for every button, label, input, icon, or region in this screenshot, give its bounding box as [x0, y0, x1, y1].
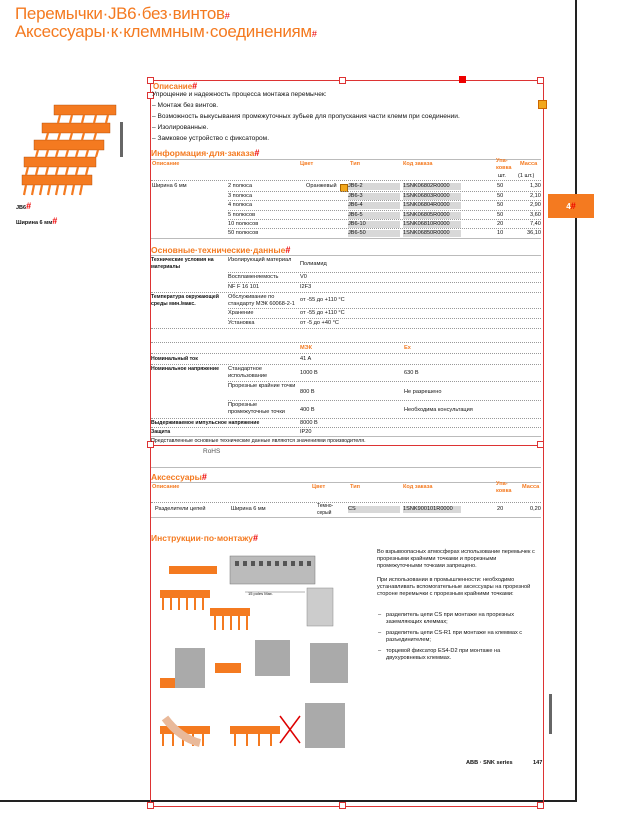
insul-val: Полиамид: [300, 261, 327, 267]
cut-mid-label: Прорезные промежуточные точки: [228, 402, 285, 415]
col-mass: Масса: [520, 161, 538, 167]
description-line-3: – Возможность выкусывания промежуточных зубьев для пропускания части клемм при соединении.: [152, 113, 460, 120]
env-label: Технические условия на материалы: [151, 257, 214, 270]
row-poles: 2 полюса: [228, 183, 253, 189]
install-bullet-3: торцевой фиксатор ES4-D2 при монтаже на двухуровневых клеммах.: [386, 648, 501, 661]
acc-col-mass: Масса: [522, 484, 540, 490]
description-line-5: – Замковое устройство с фиксатором.: [152, 135, 270, 142]
row-type: JB6-4: [348, 202, 400, 209]
acc-type: CS: [348, 506, 400, 513]
rohs-badge: RoHS: [203, 448, 221, 455]
description-line-1: Упрощение и надежность процесса монтажа перемычек:: [152, 91, 327, 98]
row-code: 1SNK06810R0000: [403, 221, 461, 228]
left-product-label: JB6#: [16, 201, 32, 211]
order-color: Оранжевый: [306, 183, 337, 189]
row-pack: 50: [497, 183, 504, 189]
acc-col-type: Тип: [350, 484, 361, 490]
bullet-dash: –: [378, 612, 382, 618]
acc-col-code: Код заказа: [403, 484, 433, 490]
row-type: JB6-2: [348, 183, 400, 190]
nf-label: NF F 16 101: [228, 284, 260, 290]
left-width-label: Ширина 6 мм#: [16, 216, 58, 226]
description-line-4: – Изолированные.: [152, 124, 209, 131]
row-mass: 7,40: [530, 221, 541, 227]
col-code: Код заказа: [403, 161, 433, 167]
install-bullet-2: разделитель цепи CS-R1 при монтаже на клеммах с разъединителем;: [386, 630, 523, 643]
tech-note: Представленные основные технические данные являются значениями производителя.: [151, 438, 366, 444]
row-mass: 2,90: [530, 202, 541, 208]
acc-desc: Разделители цепей: [155, 506, 206, 512]
install-label: Установка: [228, 320, 255, 326]
acc-col-description: Описание: [152, 484, 180, 490]
row-pack: 10: [497, 230, 504, 236]
rated-voltage-label: Номинальное напряжение: [151, 366, 219, 372]
row-code: 1SNK06805R0000: [403, 212, 461, 219]
protection-label: Защита: [151, 429, 171, 435]
impulse-label: Выдерживаемое импульсное напряжение: [151, 420, 260, 426]
row-pack: 50: [497, 202, 504, 208]
cut-edge-label: Прорезные крайние точки: [228, 383, 296, 389]
bullet-dash: –: [378, 630, 382, 636]
row-pack: 20: [497, 221, 504, 227]
overflow-marker: [538, 100, 547, 109]
row-pack: 50: [497, 212, 504, 218]
tech-heading: Основные·технические·данные#: [151, 245, 291, 255]
col-type: Тип: [350, 161, 361, 167]
frame-divider: [150, 445, 542, 446]
acc-col-pack: Упа-ковка: [496, 481, 512, 494]
footer-page: 147: [533, 760, 543, 766]
cut-edge-ex: Не разрешено: [404, 389, 442, 395]
row-poles: 3 полюса: [228, 193, 253, 199]
product-jumpers-image: [14, 85, 124, 205]
order-width-label: Ширина 6 мм: [152, 183, 187, 189]
storage-label: Хранение: [228, 310, 254, 316]
nf-val: I2F3: [300, 284, 312, 290]
page-title-2: Аксессуары·к·клеммным·соединениям#: [15, 22, 317, 41]
row-poles: 10 полюсов: [228, 221, 259, 227]
insul-mat: Изолирующий материал: [228, 257, 292, 263]
acc-width: Ширина 6 мм: [231, 506, 266, 512]
row-type: JB6-10: [348, 221, 400, 228]
row-pack: 50: [497, 193, 504, 199]
std-use-val: 1000 В: [300, 370, 318, 376]
footer-brand: ABB · SNK series: [466, 760, 513, 766]
row-poles: 4 полюса: [228, 202, 253, 208]
flamm-val: V0: [300, 274, 307, 280]
install-img-label: 15 poles Max.: [248, 591, 273, 596]
row-type: JB6-50: [348, 230, 400, 237]
rated-current-val: 41 A: [300, 356, 312, 362]
flamm-label: Воспламеняемость: [228, 274, 279, 280]
storage-val: от -55 до +110 °C: [300, 310, 345, 316]
std-use-label: Стандартное использование: [228, 366, 268, 379]
page-title-1: Перемычки·JB6·без·винтов#: [15, 4, 230, 23]
acc-col-color: Цвет: [312, 484, 326, 490]
col-description: Описание: [152, 161, 180, 167]
install-val: от -5 до +40 °C: [300, 320, 339, 326]
temp-label: Температура окружающей среды мин./макс.: [151, 294, 219, 307]
col-pack: Упа-ковка: [496, 158, 512, 171]
row-mass: 3,60: [530, 212, 541, 218]
install-para-2: При использовании в промышленности: необходимо устанавливать вспомогательные аксессуары на прорезной стороне перемычки с прорезным крайними точками:: [377, 577, 531, 597]
unit-pack: шт.: [498, 173, 506, 179]
row-code: 1SNK06803R0000: [403, 193, 461, 200]
row-code: 1SNK06802R0000: [403, 183, 461, 190]
temp-op-val: от -55 до +110 °C: [300, 297, 345, 303]
acc-code: 1SNK900101R0000: [403, 506, 461, 513]
row-poles: 5 полюсов: [228, 212, 256, 218]
ex-header: Ex: [404, 345, 411, 351]
acc-mass: 0,20: [530, 506, 541, 512]
std-use-ex: 630 В: [404, 370, 419, 376]
row-code: 1SNK06850R0000: [403, 230, 461, 237]
acc-pack: 20: [497, 506, 504, 512]
cut-mid-ex: Необходима консультация: [404, 407, 473, 413]
installation-illustrations: [155, 548, 370, 753]
row-poles: 50 полюсов: [228, 230, 259, 236]
order-info-heading: Информация·для·заказа#: [151, 148, 260, 158]
accessories-heading: Аксессуары#: [151, 472, 207, 482]
row-code: 1SNK06804R0000: [403, 202, 461, 209]
row-mass: 1,30: [530, 183, 541, 189]
protection-val: IP20: [300, 429, 312, 435]
bullet-dash: –: [378, 648, 382, 654]
iec-header: МЭК: [300, 345, 313, 351]
install-para-1: Во взрывоопасных атмосферах использование перемычек с прорезными крайними точками и прорезными промежуточными точками запрещено.: [377, 549, 535, 569]
col-color: Цвет: [300, 161, 314, 167]
row-mass: 36,10: [527, 230, 541, 236]
acc-color: Темно-серый: [317, 503, 334, 516]
cut-mid-val: 400 В: [300, 407, 315, 413]
install-heading: Инструкции·по·монтажу#: [151, 533, 259, 543]
rated-current-label: Номинальный ток: [151, 356, 198, 362]
cut-edge-val: 800 В: [300, 389, 315, 395]
row-type: JB6-5: [348, 212, 400, 219]
install-bullet-1: разделитель цепи CS при монтаже на прорезных заземляющих клеммах;: [386, 612, 515, 625]
description-heading: Описание#: [153, 81, 198, 91]
row-mass: 2,10: [530, 193, 541, 199]
section-tab: 4#: [548, 194, 594, 218]
temp-op: Обслуживание по стандарту МЭК 60068-2-1: [228, 294, 295, 307]
row-type: JB6-3: [348, 193, 400, 200]
description-line-2: – Монтаж без винтов.: [152, 102, 219, 109]
unit-mass: (1 шт.): [518, 173, 535, 179]
impulse-val: 8000 В: [300, 420, 318, 426]
